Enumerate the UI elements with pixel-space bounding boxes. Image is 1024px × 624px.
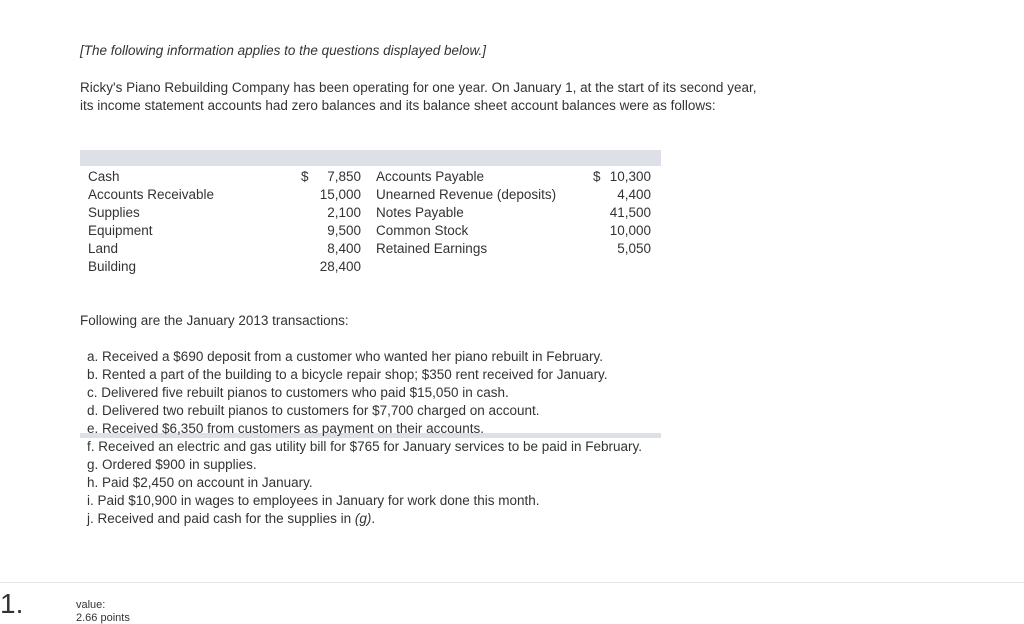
asset-amount: 2,100 [327, 205, 361, 220]
transactions-list [87, 348, 642, 528]
asset-amount: 28,400 [319, 259, 361, 274]
asset-amount: 15,000 [319, 187, 361, 202]
currency-symbol: $ [301, 169, 309, 184]
currency-symbol: $ [593, 169, 601, 184]
transaction-item: e. Received $6,350 from customers as payment on their accounts. [87, 421, 484, 436]
table-header-bar [80, 150, 661, 166]
transactions-heading: Following are the January 2013 transactions: [80, 313, 349, 328]
value-label: value: [76, 599, 106, 611]
transaction-item: a. Received a $690 deposit from a customer who wanted her piano rebuilt in February. [87, 349, 604, 364]
transaction-item: g. Ordered $900 in supplies. [87, 457, 257, 472]
liability-amount: 5,050 [617, 241, 651, 256]
liability-account-name: Notes Payable [376, 205, 464, 220]
transaction-item: b. Rented a part of the building to a bicycle repair shop; $350 rent received for January. [87, 367, 608, 382]
asset-amount: 8,400 [327, 241, 361, 256]
liability-amount: 10,300 [609, 169, 651, 184]
intro-note: [The following information applies to the questions displayed below.] [80, 43, 486, 58]
asset-account-name: Building [88, 259, 137, 274]
asset-account-name: Cash [88, 169, 120, 184]
liability-amount: 10,000 [609, 223, 651, 238]
transaction-item: i. Paid $10,900 in wages to employees in January for work done this month. [87, 493, 540, 508]
liability-amount: 4,400 [617, 187, 651, 202]
liability-amount-row [580, 168, 651, 186]
liability-amount: 41,500 [609, 205, 651, 220]
asset-amounts-column [290, 168, 361, 276]
transaction-text: j. Received and paid cash for the supplies in (g). [87, 511, 376, 526]
asset-amount: 9,500 [327, 223, 361, 238]
liability-accounts-column [376, 168, 556, 258]
asset-amount-row [290, 168, 361, 186]
liability-account-name: Unearned Revenue (deposits) [376, 187, 557, 202]
asset-account-name: Accounts Receivable [88, 187, 215, 202]
asset-account-name: Equipment [88, 223, 153, 238]
transaction-item: h. Paid $2,450 on account in January. [87, 475, 313, 490]
liability-amounts-column [580, 168, 651, 258]
transaction-item: f. Received an electric and gas utility bill for $765 for January services to be paid in February. [87, 439, 643, 454]
transaction-item: d. Delivered two rebuilt pianos to customers for $7,700 charged on account. [87, 403, 540, 418]
asset-amount: 7,850 [327, 169, 361, 184]
transaction-reference: (g) [354, 511, 372, 526]
asset-account-name: Land [88, 241, 119, 256]
transaction-item: c. Delivered five rebuilt pianos to customers who paid $15,050 in cash. [87, 385, 509, 400]
asset-account-name: Supplies [88, 205, 140, 220]
transaction-item-last [87, 510, 642, 528]
problem-description: Ricky's Piano Rebuilding Company has been operating for one year. On January 1, at the start of its second year, its income statement accounts had zero balances and its balance sheet account balances were as follows: [80, 80, 757, 113]
points-label: 2.66 points [76, 612, 130, 624]
asset-accounts-column [88, 168, 214, 276]
question-number: 1. [0, 588, 24, 619]
liability-account-name: Common Stock [376, 223, 469, 238]
liability-account-name: Retained Earnings [376, 241, 488, 256]
question-footer [0, 582, 1024, 619]
liability-account-name: Accounts Payable [376, 169, 485, 184]
